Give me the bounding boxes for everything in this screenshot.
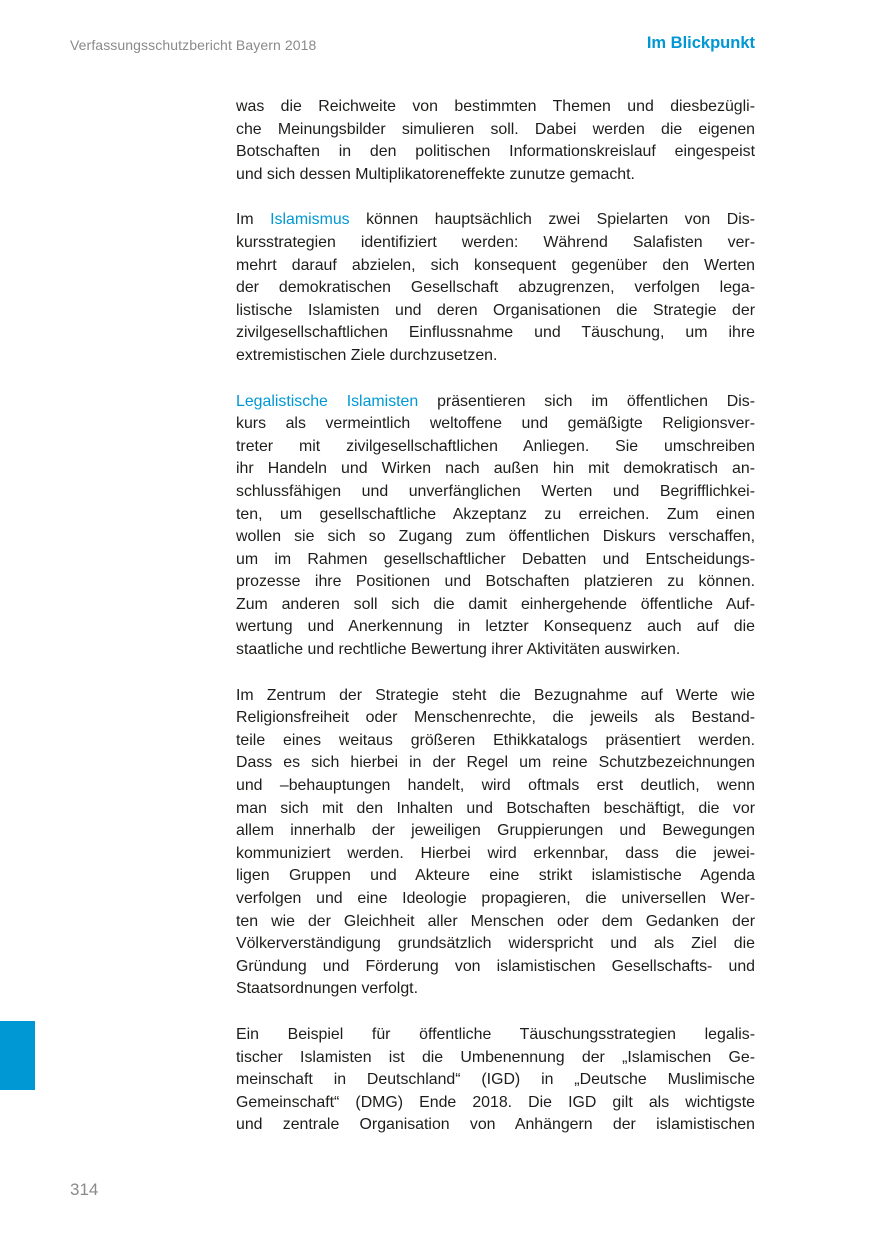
text-line: Im Zentrum der Strategie steht die Bezugnahme auf Werte wie [236, 686, 755, 704]
text-fragment: können hauptsächlich zwei Spielarten von Dis- [349, 211, 755, 229]
text-line: Gründung und Förderung von islamistischen Gesellschafts- und [236, 957, 755, 975]
text-line: Botschaften in den politischen Informationskreislauf eingespeist [236, 143, 755, 161]
body-text [236, 96, 755, 1160]
text-line [236, 391, 755, 414]
text-line: Staatsordnungen verfolgt. [236, 980, 418, 998]
text-line: und –behauptungen handelt, wird oftmals erst deutlich, wenn [236, 777, 755, 795]
text-line: zivilgesellschaftlichen Einflussnahme und Täuschung, um ihre [236, 324, 755, 342]
text-line: kommuniziert werden. Hierbei wird erkennbar, dass die jewei- [236, 844, 755, 862]
text-line: Zum anderen soll sich die damit einhergehende öffentliche Auf- [236, 595, 755, 613]
text-line: Ein Beispiel für öffentliche Täuschungsstrategien legalis- [236, 1025, 755, 1043]
text-line: Religionsfreiheit oder Menschenrechte, die jeweils als Bestand- [236, 709, 755, 727]
text-line: wertung und Anerkennung in letzter Konsequenz auch auf die [236, 618, 755, 636]
text-line: staatliche und rechtliche Bewertung ihrer Aktivitäten auswirken. [236, 641, 681, 659]
publication-title: Verfassungsschutzbericht Bayern 2018 [70, 37, 317, 53]
paragraph-2 [236, 209, 755, 367]
text-fragment: Im [236, 211, 271, 229]
text-line: ligen Gruppen und Akteure eine strikt islamistische Agenda [236, 867, 755, 885]
text-line: Völkerverständigung grundsätzlich widerspricht und als Ziel die [236, 935, 755, 953]
chapter-tab-marker [0, 1021, 35, 1090]
text-line: wollen sie sich so Zugang zum öffentlichen Diskurs verschaffen, [236, 528, 755, 546]
page-number: 314 [70, 1180, 99, 1199]
text-line: meinschaft in Deutschland“ (IGD) in „Deutsche Muslimische [236, 1071, 755, 1089]
text-fragment: präsentieren sich im öffentlichen Dis- [418, 392, 755, 410]
text-line: was die Reichweite von bestimmten Themen und diesbezügli- [236, 98, 755, 115]
text-line: ihr Handeln und Wirken nach außen hin mit demokratisch an- [236, 460, 755, 478]
text-line: ten wie der Gleichheit aller Menschen oder dem Gedanken der [236, 912, 755, 930]
text-line: verfolgen und eine Ideologie propagieren, die universellen Wer- [236, 890, 755, 907]
text-line: Dass es sich hierbei in der Regel um reine Schutzbezeichnungen [236, 754, 755, 772]
text-line: allem innerhalb der jeweiligen Gruppierungen und Bewegungen [236, 822, 755, 840]
text-line: der demokratischen Gesellschaft abzugrenzen, verfolgen lega- [236, 279, 755, 297]
text-line: treter mit zivilgesellschaftlichen Anliegen. Sie umschreiben [236, 437, 755, 455]
text-line: teile eines weitaus größeren Ethikkatalogs präsentiert werden. [236, 731, 755, 749]
text-line: ten, um gesellschaftliche Akzeptanz zu erreichen. Zum einen [236, 505, 755, 523]
text-line: schlussfähigen und unverfänglichen Werten und Begrifflichkei- [236, 482, 755, 500]
text-line: um im Rahmen gesellschaftlicher Debatten und Entscheidungs- [236, 550, 755, 568]
text-line: extremistischen Ziele durchzusetzen. [236, 346, 498, 364]
paragraph-4 [236, 685, 755, 1001]
text-line: mehrt darauf abzielen, sich konsequent gegenüber den Werten [236, 256, 755, 274]
paragraph-3 [236, 391, 755, 662]
text-line: Gemeinschaft“ (DMG) Ende 2018. Die IGD gilt als wichtigste [236, 1093, 755, 1111]
text-line: che Meinungsbilder simulieren soll. Dabei werden die eigenen [236, 120, 755, 138]
text-line: kursstrategien identifiziert werden: Während Salafisten ver- [236, 233, 755, 251]
text-line: tischer Islamisten ist die Umbenennung der „Islamischen Ge- [236, 1048, 755, 1066]
paragraph-5 [236, 1024, 755, 1137]
text-line: prozesse ihre Positionen und Botschaften platzieren zu können. [236, 573, 755, 591]
glossary-term-islamismus: Islamismus [270, 211, 350, 229]
text-line [236, 209, 755, 232]
section-title: Im Blickpunkt [646, 34, 755, 52]
text-line: und sich dessen Multiplikatoreneffekte zunutze gemacht. [236, 165, 635, 183]
text-line: und zentrale Organisation von Anhängern der islamistischen [236, 1116, 755, 1134]
text-line: man sich mit den Inhalten und Botschaften beschäftigt, die vor [236, 799, 755, 817]
glossary-term-legalistische-islamisten: Legalistische Islamisten [236, 392, 419, 410]
text-line: kurs als vermeintlich weltoffene und gemäßigte Religionsver- [236, 415, 755, 433]
text-line: listische Islamisten und deren Organisationen die Strategie der [236, 301, 755, 319]
paragraph-1 [236, 96, 755, 186]
